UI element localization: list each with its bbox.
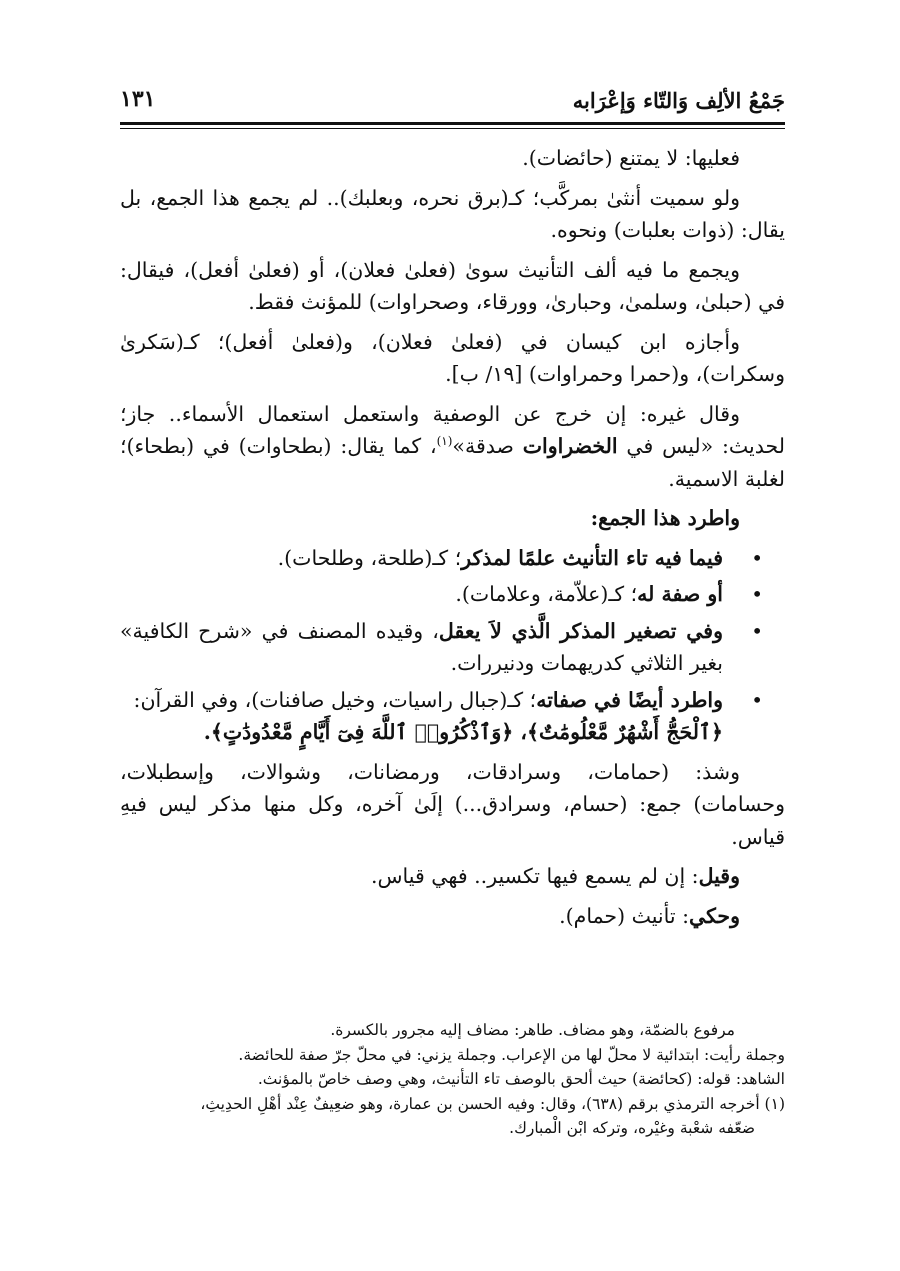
footnote-line: وجملة رأيت: ابتدائية لا محلّ لها من الإعراب. وجملة يزني: في محلّ جرّ صفة للحائضة. xyxy=(238,1045,785,1064)
footnote-ref: (١) xyxy=(436,434,453,449)
list-item-bold: وفي تصغير المذكر الَّذي لاَ يعقل xyxy=(438,618,723,643)
section-lead: واطرد هذا الجمع: xyxy=(590,506,740,530)
paragraph: فعليها: لا يمتنع (حائضات). xyxy=(522,146,740,170)
page-number: ١٣١ xyxy=(120,86,156,112)
list-item xyxy=(120,615,723,680)
main-text xyxy=(120,142,785,939)
footnote-line: الشاهد: قوله: (كحائضة) حيث ألحق بالوصف تاء التأنيث، وهي وصف خاصّ بالمؤنث. xyxy=(257,1070,785,1088)
paragraph: وأجازه ابن كيسان في (فعلىٰ فعلان)، و(فعلىٰ أفعل)؛ كـ(سَكرىٰ وسكرات)، و(حمرا وحمراوات) [١٩/ ب]. xyxy=(120,329,785,386)
list-item-bold: فيما فيه تاء التأنيث علمًا لمذكر xyxy=(461,545,723,570)
emphasis-text: وحكي xyxy=(689,903,740,928)
paragraph: ويجمع ما فيه ألف التأنيث سوىٰ (فعلىٰ فعلان)، أو (فعلىٰ أفعل)، فيقال: في (حبلىٰ، وسلمىٰ، وحبارىٰ، وورقاء، وصحراوات) للمؤنث فقط. xyxy=(120,257,785,314)
emphasis-text: وقيل xyxy=(698,864,740,888)
list-item xyxy=(120,542,723,575)
paragraph-hadith xyxy=(120,398,785,496)
list-item-bold: أو صفة له xyxy=(637,582,723,606)
footnote-1: (١) أخرجه الترمذي برقم (٦٣٨)، وقال: وفيه الحسن بن عمارة، وهو ضعِيفٌ عِنْد أهْلِ الحدِيثِ، xyxy=(200,1094,785,1113)
bullet-list xyxy=(120,542,785,749)
list-item xyxy=(120,684,723,749)
list-item-text: ؛ كـ(جبال راسيات، وخيل صافنات)، وفي القرآن: xyxy=(133,687,537,712)
text-run: صدقة» xyxy=(452,434,523,458)
text-run: وقال غيره: إن خرج عن الوصفية واستعمل استعمال الأسماء.. جاز؛ لحديث: «ليس في xyxy=(120,401,785,458)
footnote-line: مرفوع بالضمّة، وهو مضاف. طاهر: مضاف إليه مجرور بالكسرة. xyxy=(330,1021,735,1039)
header-rule-thin xyxy=(120,128,785,129)
paragraph xyxy=(120,900,785,933)
list-item-text: ؛ كـ(علاّمة، وعلامات). xyxy=(455,582,638,606)
paragraph: ولو سميت أنثىٰ بمركَّب؛ كـ(برق نحره، وبعلبك).. لم يجمع هذا الجمع، بل يقال: (ذوات بعلبات) ونحوه. xyxy=(120,185,785,242)
quran-verse: ﴿ٱلْحَجُّ أَشْهُرٌ مَّعْلُومَٰتٌ﴾، ﴿وَٱذْكُرُوا۟ ٱللَّهَ فِىٓ أَيَّامٍ مَّعْدُودَٰتٍ﴾. xyxy=(203,720,723,744)
text-run: : تأنيث (حمام). xyxy=(559,903,690,928)
list-item xyxy=(120,578,723,611)
footnote-1-cont: ضعّفه شعْبة وغيْره، وتركه ابْن الْمبارك. xyxy=(509,1119,755,1137)
emphasis-text: الخضراوات xyxy=(522,434,618,458)
list-item-bold: واطرد أيضًا في صفاته xyxy=(536,687,723,712)
header-rule-thick xyxy=(120,122,785,125)
text-run: : إن لم يسمع فيها تكسير.. فهي قياس. xyxy=(371,864,699,888)
paragraph xyxy=(120,860,785,893)
chapter-title: جَمْعُ الألِف وَالتّاء وَإعْرَابه xyxy=(572,88,785,113)
paragraph: وشذ: (حمامات، وسرادقات، ورمضانات، وشوالات، وإسطبلات، وحسامات) جمع: (حسام، وسرادق...) إلَىٰ آخره، وكل منها مذكر ليس فيهِ قياس. xyxy=(120,759,785,849)
text-run: ، كما يقال: (بطحاوات) في (بطحاء)؛ لغلبة الاسمية. xyxy=(120,434,785,491)
list-item-text: ، وقيده المصنف في «شرح الكافية» بغير الثلاثي كدريهمات ودنيررات. xyxy=(120,618,723,675)
list-item-text: ؛ كـ(طلحة، وطلحات). xyxy=(277,545,462,570)
running-header xyxy=(120,86,785,118)
footnotes xyxy=(120,1018,785,1141)
